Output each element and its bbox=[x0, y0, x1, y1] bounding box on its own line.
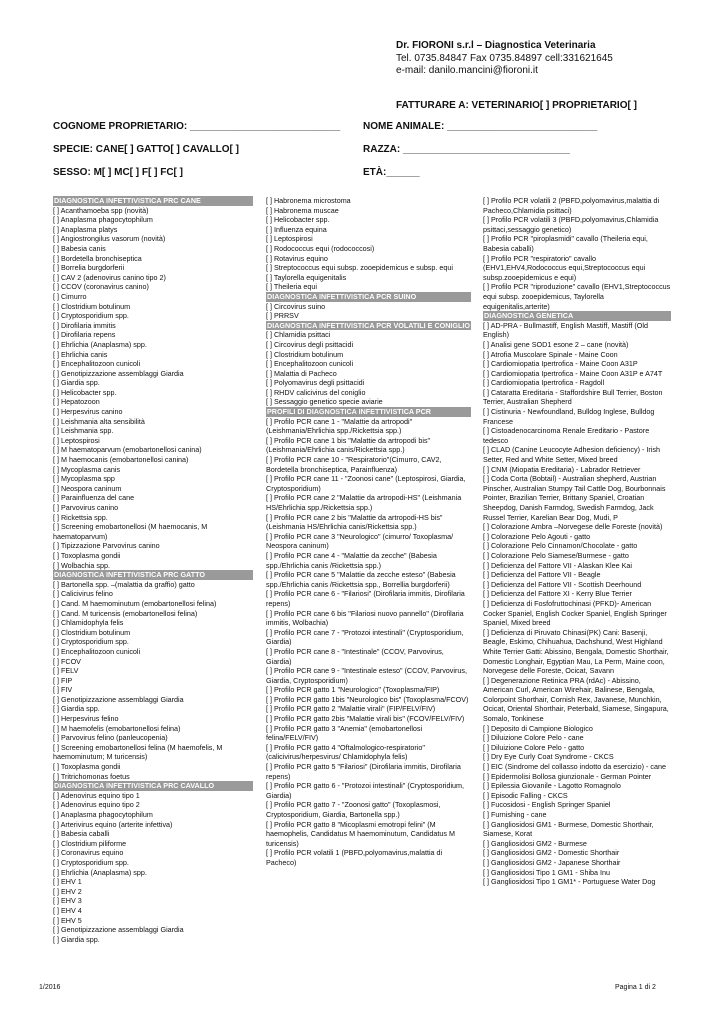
test-checkbox-item: [ ] Profilo PCR gatto 2bis "Malattie virali bis" (FCOV/FELV/FIV) bbox=[266, 714, 465, 724]
test-checkbox-item: [ ] Herpesvirus felino bbox=[53, 714, 119, 724]
test-checkbox-item: [ ] FELV bbox=[53, 666, 79, 676]
test-checkbox-item: [ ] Epilessia Giovanile - Lagotto Romagnolo bbox=[483, 781, 621, 791]
test-checkbox-item: [ ] Chlamidia psittaci bbox=[266, 330, 331, 340]
test-checkbox-item: [ ] Dirofilaria repens bbox=[53, 330, 116, 340]
test-checkbox-item: [ ] Epidermolisi Bollosa giunzionale - German Pointer bbox=[483, 771, 652, 781]
test-checkbox-item: [ ] Habronema microstoma bbox=[266, 196, 351, 205]
test-checkbox-item: [ ] Screening emobartonellosi felina (M haemofelis, M haemominutum; M turicensis) bbox=[53, 742, 223, 762]
test-checkbox-item: [ ] Colorazione Ambra –Norvegese delle Foreste (novità) bbox=[483, 522, 663, 532]
test-checkbox-item: [ ] Profilo PCR gatto 3 "Anemia" (emobartonellosi felina/FELV/FIV) bbox=[266, 723, 423, 743]
test-checkbox-item: [ ] Wolbachia spp. bbox=[53, 560, 110, 570]
test-checkbox-item: [ ] Genotipizzazione assemblaggi Giardia bbox=[53, 925, 184, 935]
test-checkbox-item: [ ] Gangliosidosi Tipo 1 GM1* - Portuguese Water Dog bbox=[483, 877, 656, 887]
test-checkbox-item: [ ] Deficienza del Fattore VII - Scottish Deerhound bbox=[483, 579, 642, 589]
test-checkbox-item: [ ] Bartonella spp. –(malattia da graffio) gatto bbox=[53, 579, 195, 589]
test-checkbox-item: [ ] Influenza equina bbox=[266, 224, 327, 234]
test-checkbox-item: [ ] Mycoplasma spp bbox=[53, 474, 115, 484]
test-checkbox-item: [ ] Gangliosidosi Tipo 1 GM1 - Shiba Inu bbox=[483, 867, 611, 877]
test-checkbox-item: [ ] Profilo PCR gatto 1 "Neurologico" (Toxoplasma/FIP) bbox=[266, 685, 440, 695]
test-checkbox-item: [ ] Giardia spp. bbox=[53, 704, 100, 714]
test-checkbox-item: [ ] PRRSV bbox=[266, 311, 299, 321]
test-checkbox-item: [ ] Profilo PCR cane 2 bis "Malattie da artropodi-HS bis" (Leishmania HS/Ehrlichia canis/Rickettsia spp.) bbox=[266, 512, 443, 532]
test-checkbox-item: [ ] Profilo PCR cane 7 - "Protozoi intestinali" (Cryptosporidium, Giardia) bbox=[266, 627, 464, 647]
test-checkbox-item: [ ] Coronavirus equino bbox=[53, 848, 124, 858]
test-checkbox-item: [ ] Genotipizzazione assemblaggi Giardia bbox=[53, 368, 184, 378]
test-checkbox-item: [ ] Ehrlichia (Anaplasma) spp. bbox=[53, 867, 147, 877]
test-checkbox-item: [ ] Cardiomiopatia Ipertrofica - Maine Coon A31P bbox=[483, 359, 638, 369]
test-checkbox-item: [ ] Episodic Falling - CKCS bbox=[483, 790, 568, 800]
section-heading: DIAGNOSTICA INFETTIVISTICA PCR SUINO bbox=[266, 292, 471, 302]
test-checkbox-item: [ ] FCOV bbox=[53, 656, 81, 666]
species-field: SPECIE: CANE[ ] GATTO[ ] CAVALLO[ ] bbox=[53, 144, 239, 155]
test-checkbox-item: [ ] Arterivirus equino (arterite infettiva) bbox=[53, 819, 173, 829]
test-checkbox-item: [ ] Diluizione Colore Pelo - gatto bbox=[483, 742, 585, 752]
test-checkbox-item: [ ] Profilo PCR cane 2 "Malattie da artropodi-HS" (Leishmania HS/Ehrlichia spp./Rickettsia spp.) bbox=[266, 493, 462, 512]
test-checkbox-item: [ ] Ehrlichia (Anaplasma) spp. bbox=[53, 339, 147, 349]
test-checkbox-item: [ ] M haemofelis (emobartonellosi felina) bbox=[53, 723, 181, 733]
test-checkbox-item: [ ] Chlamidophyla felis bbox=[53, 618, 124, 628]
test-column-2 bbox=[266, 196, 471, 868]
owner-surname-field: COGNOME PROPRIETARIO: ___________________________ bbox=[53, 121, 341, 132]
test-checkbox-item: [ ] Profilo PCR gatto 8 "Micoplasmi emotropi felini" (M haemophelis, Candidatus M haemominutum, Candidatus M turicensis) bbox=[266, 819, 455, 848]
test-checkbox-item: [ ] Toxoplasma gondii bbox=[53, 550, 121, 560]
test-checkbox-item: [ ] Circovirus degli psittacidi bbox=[266, 339, 354, 349]
test-checkbox-item: [ ] Profilo PCR gatto 2 "Malattie virali" (FIP/FELV/FIV) bbox=[266, 704, 436, 714]
test-checkbox-item: [ ] Giardia spp. bbox=[53, 378, 100, 388]
animal-name-field: NOME ANIMALE: ___________________________ bbox=[363, 121, 598, 132]
test-checkbox-item: [ ] Gangliosidosi GM2 - Japanese Shorthair bbox=[483, 857, 621, 867]
test-checkbox-item: [ ] Babesia caballi bbox=[53, 829, 110, 839]
test-checkbox-item: [ ] Toxoplasma gondii bbox=[53, 762, 121, 772]
invoice-to: FATTURARE A: VETERINARIO[ ] PROPRIETARIO[ ] bbox=[396, 100, 637, 111]
test-column-1 bbox=[53, 196, 253, 944]
test-checkbox-item: [ ] Colorazione Pelo Siamese/Burmese - gatto bbox=[483, 550, 629, 560]
test-checkbox-item: [ ] Calicivirus felino bbox=[53, 589, 113, 599]
test-checkbox-item: [ ] Profilo PCR gatto 7 - "Zoonosi gatto" (Toxoplasmosi, Cryptosporidium, Giardia, Bartonella spp.) bbox=[266, 800, 441, 819]
test-checkbox-item: [ ] Genotipizzazione assemblaggi Giardia bbox=[53, 694, 184, 704]
test-checkbox-item: [ ] Profilo PCR cane 5 "Malattie da zecche esteso" (Babesia spp./Ehrlichia canis /Rickettsia spp., Borrellia burgdorferii) bbox=[266, 570, 456, 589]
test-checkbox-item: [ ] EHV 4 bbox=[53, 905, 82, 915]
test-checkbox-item: [ ] Colorazione Pelo Cinnamon/Chocolate - gatto bbox=[483, 541, 638, 551]
test-checkbox-item: [ ] Parvovirus canino bbox=[53, 503, 119, 512]
company-email: e-mail: danilo.mancini@fioroni.it bbox=[396, 65, 538, 76]
test-checkbox-item: [ ] Adenovirus equino tipo 1 bbox=[53, 790, 140, 800]
test-checkbox-item: [ ] Borrelia burgdorferii bbox=[53, 263, 125, 273]
test-checkbox-item: [ ] Diluizione Colore Pelo - cane bbox=[483, 733, 584, 743]
test-checkbox-item: [ ] Babesia canis bbox=[53, 243, 106, 253]
test-checkbox-item: [ ] Cistoadenocarcinoma Renale Ereditario - Pastore tedesco bbox=[483, 426, 650, 445]
test-checkbox-item: [ ] EHV 1 bbox=[53, 877, 82, 887]
test-checkbox-item: [ ] EHV 5 bbox=[53, 915, 82, 925]
test-checkbox-item: [ ] Helicobacter spp. bbox=[266, 215, 330, 225]
test-checkbox-item: [ ] EIC (Sindrome del collasso indotto da esercizio) - cane bbox=[483, 762, 666, 772]
section-heading: DIAGNOSTICA INFETTIVISTICA PCR VOLATILI E CONIGLIO bbox=[267, 320, 470, 330]
test-checkbox-item: [ ] Furnishing - cane bbox=[483, 810, 547, 819]
test-checkbox-item: [ ] Encephalitozoon cunicoli bbox=[53, 359, 141, 369]
test-checkbox-item: [ ] FIV bbox=[53, 685, 73, 695]
test-checkbox-item: [ ] Tipizzazione Parvovirus canino bbox=[53, 541, 160, 551]
test-checkbox-item: [ ] Helicobacter spp. bbox=[53, 387, 117, 397]
test-checkbox-item: [ ] Encephalitozoon cunicoli bbox=[266, 359, 354, 369]
test-checkbox-item: [ ] AD-PRA - Bullmastiff, English Mastiff, Mastiff (Old English) bbox=[483, 320, 648, 340]
test-checkbox-item: [ ] EHV 2 bbox=[53, 886, 82, 896]
test-checkbox-item: [ ] M haematoparvum (emobartonellosi canina) bbox=[53, 445, 202, 455]
test-checkbox-item: [ ] Deficienza del Fattore VII - Beagle bbox=[483, 570, 601, 580]
test-checkbox-item: [ ] Profilo PCR cane 10 - "Respiratorio"(Cimurro, CAV2, Bordetella bronchiseptica, Parainfluenza) bbox=[266, 455, 442, 474]
test-checkbox-item: [ ] Analisi gene SOD1 esone 2 – cane (novità) bbox=[483, 339, 629, 349]
test-checkbox-item: [ ] Cistinuria - Newfoundland, Bulldog Inglese, Bulldog Francese bbox=[483, 407, 655, 426]
test-checkbox-item: [ ] Ehrlichia canis bbox=[53, 349, 108, 359]
test-checkbox-item: [ ] Profilo PCR volatili 3 (PBFD,polyomavirus,Chlamidia psittaci,sessaggio genetico) bbox=[483, 215, 659, 234]
test-checkbox-item: [ ] Circovirus suino bbox=[266, 301, 326, 311]
section-heading: DIAGNOSTICA INFETTIVISTICA PRC CAVALLO bbox=[53, 781, 253, 791]
test-checkbox-item: [ ] Theileria equi bbox=[266, 282, 318, 292]
test-checkbox-item: [ ] Tritrichomonas foetus bbox=[53, 771, 130, 781]
test-checkbox-item: [ ] Taylorella equigenitalis bbox=[266, 272, 347, 282]
test-checkbox-item: [ ] Hepatozoon bbox=[53, 397, 100, 407]
test-checkbox-item: [ ] Cardiomiopatia Ipertrofica - Ragdoll bbox=[483, 378, 605, 388]
test-checkbox-item: [ ] Profilo PCR cane 6 bis "Filariosi nuovo pannello" (Dirofilaria immitis, Wolbachia) bbox=[266, 608, 464, 628]
test-checkbox-item: [ ] Profilo PCR "piroplasmidi" cavallo (Theileria equi, Babesia caballi) bbox=[483, 234, 648, 253]
test-checkbox-item: [ ] Profilo PCR cane 11 - "Zoonosi cane" (Leptospirosi, Giardia, Cryptosporidium) bbox=[266, 474, 466, 493]
footer-page-number: Pagina 1 di 2 bbox=[615, 984, 656, 991]
test-checkbox-item: [ ] Clostridium botulinum bbox=[53, 301, 131, 311]
test-checkbox-item: [ ] Profilo PCR cane 1 bis "Malattie da artropodi bis" (Leishmania/Ehrlichia canis/Rickettsia spp.) bbox=[266, 435, 431, 455]
test-checkbox-item: [ ] EHV 3 bbox=[53, 896, 82, 906]
test-checkbox-item: [ ] Gangliosidosi GM2 - Domestic Shorthair bbox=[483, 848, 620, 858]
test-checkbox-item: [ ] FIP bbox=[53, 675, 73, 685]
test-column-3 bbox=[483, 196, 671, 887]
test-checkbox-item: [ ] Leishmania alta sensibilità bbox=[53, 416, 145, 426]
age-field: ETÀ:______ bbox=[363, 167, 420, 178]
test-checkbox-item: [ ] Parvovirus felino (panleucopenia) bbox=[53, 733, 168, 743]
test-checkbox-item: [ ] Habronema muscae bbox=[266, 205, 339, 215]
test-checkbox-item: [ ] Deficienza del Fattore XI - Kerry Blue Terrier bbox=[483, 589, 632, 599]
test-checkbox-item: [ ] Profilo PCR volatili 2 (PBFD,polyomavirus,malattia di Pacheco,Chlamidia psittaci) bbox=[483, 196, 660, 215]
test-checkbox-item: [ ] Profilo PCR cane 9 - "Intestinale esteso" (CCOV, Parvovirus, Giardia, Cryptosporidium) bbox=[266, 666, 467, 685]
test-checkbox-item: [ ] Polyomavirus degli psittacidi bbox=[266, 378, 365, 388]
section-heading: DIAGNOSTICA INFETTIVISTICA PRC GATTO bbox=[53, 570, 253, 580]
test-checkbox-item: [ ] CAV 2 (adenovirus canino tipo 2) bbox=[53, 272, 166, 282]
test-checkbox-item: [ ] Profilo PCR cane 8 - "Intestinale" (CCOV, Parvovirus, Giardia) bbox=[266, 646, 444, 666]
test-checkbox-item: [ ] Angiostrongilus vasorum (novità) bbox=[53, 234, 166, 244]
test-checkbox-item: [ ] Sessaggio genetico specie aviarie bbox=[266, 397, 383, 407]
test-checkbox-item: [ ] Dry Eye Curly Coat Syndrome - CKCS bbox=[483, 752, 614, 762]
test-checkbox-item: [ ] Cryptosporidium spp. bbox=[53, 637, 129, 647]
section-heading: DIAGNOSTICA GENETICA bbox=[483, 311, 671, 321]
test-checkbox-item: [ ] Clostridium piliforme bbox=[53, 838, 127, 848]
test-checkbox-item: [ ] Anaplasma platys bbox=[53, 224, 118, 234]
test-checkbox-item: [ ] Screening emobartonellosi (M haemocanis, M haematoparvum) bbox=[53, 522, 208, 541]
test-checkbox-item: [ ] Anaplasma phagocytophilum bbox=[53, 215, 153, 225]
test-checkbox-item: [ ] Leishmania spp. bbox=[53, 426, 114, 436]
sex-field: SESSO: M[ ] MC[ ] F[ ] FC[ ] bbox=[53, 167, 183, 178]
test-checkbox-item: [ ] Atrofia Muscolare Spinale - Maine Coon bbox=[483, 349, 618, 359]
test-checkbox-item: [ ] Coda Corta (Bobtail) - Australian shepherd, Austrian Pinscher, Australian Stumpy Tail Cattle Dog, Bourbonnais Pointer, Brazilian Terrier, Brittany Spaniel, Croatian Sheepdog, Danish Farmdog, Swedish Farmdog, Jack Russel Terrier, Karelian Bear Dog, Mudi, P bbox=[483, 474, 666, 522]
test-checkbox-item: [ ] Herpesvirus canino bbox=[53, 407, 123, 417]
test-checkbox-item: [ ] M haemocanis (emobartonellosi canina) bbox=[53, 455, 189, 465]
test-checkbox-item: [ ] Deficienza di Piruvato Chinasi(PK) Cani: Basenji, Beagle, Eskimo, Chihuahua, Dachshund, West Highland White Terrier Gatti: Abissino, Bengala, Domestic Shorthair, Domestic Longhair, Egyptian Mau, La Perm, Maine coon, Norvegese delle Foreste, Ocicat, Savann bbox=[483, 627, 669, 676]
company-phone: Tel. 0735.84847 Fax 0735.84897 cell:331621645 bbox=[396, 52, 613, 64]
test-checkbox-item: [ ] Degenerazione Retinica PRA (rdAc) - Abissino, American Curl, American Wirehair, Balinese, Bengala, Colorpoint Shorthair, Cornish Rex, Javanese, Munchkin, Ocicat, Oriental Shorthair, Peterbald, Siamese, Singapura, Somalo, Tonkinese bbox=[483, 675, 669, 724]
test-checkbox-item: [ ] Fucosidosi - English Springer Spaniel bbox=[483, 800, 611, 810]
test-checkbox-item: [ ] Profilo PCR cane 1 - "Malattie da artropodi" (Leishmania/Ehrlichia spp./Rickettsia spp.) bbox=[266, 416, 413, 436]
test-checkbox-item: [ ] RHDV calicivirus del coniglio bbox=[266, 387, 366, 397]
company-name: Dr. FIORONI s.r.l – Diagnostica Veterinaria bbox=[396, 40, 596, 51]
test-checkbox-item: [ ] Deficienza del Fattore VII - Alaskan Klee Kai bbox=[483, 560, 633, 570]
test-checkbox-item: [ ] Rotavirus equino bbox=[266, 253, 328, 263]
test-checkbox-item: [ ] Anaplasma phagocytophilum bbox=[53, 810, 153, 819]
test-checkbox-item: [ ] Profilo PCR gatto 1bis "Neurologico bis" (Toxoplasma/FCOV) bbox=[266, 694, 469, 704]
test-checkbox-item: [ ] Dirofilaria immitis bbox=[53, 320, 116, 330]
test-checkbox-item: [ ] Profilo PCR cane 4 - "Malattie da zecche" (Babesia spp./Ehrlichia canis /Rickettsia spp.) bbox=[266, 550, 437, 570]
test-checkbox-item: [ ] Rodococcus equi (rodococcosi) bbox=[266, 243, 375, 253]
breed-field: RAZZA: ______________________________ bbox=[363, 144, 570, 155]
test-checkbox-item: [ ] Adenovirus equino tipo 2 bbox=[53, 800, 140, 810]
test-checkbox-item: [ ] Cand. M turicensis (emobartonellosi felina) bbox=[53, 608, 198, 618]
test-checkbox-item: [ ] Profilo PCR gatto 6 - "Protozoi intestinali" (Cryptosporidium, Giardia) bbox=[266, 781, 465, 800]
test-checkbox-item: [ ] CCOV (coronavirus canino) bbox=[53, 282, 149, 292]
test-checkbox-item: [ ] Leptospirosi bbox=[266, 234, 313, 244]
test-checkbox-item: [ ] Profilo PCR volatili 1 (PBFD,polyomavirus,malattia di Pacheco) bbox=[266, 848, 443, 867]
test-checkbox-item: [ ] Encephalitozoon cunicoli bbox=[53, 646, 141, 656]
test-checkbox-item: [ ] Colorazione Pelo Agouti - gatto bbox=[483, 531, 591, 541]
test-checkbox-item: [ ] Gangliosidosi GM1 - Burmese, Domestic Shorthair, Siamese, Korat bbox=[483, 819, 654, 839]
test-checkbox-item: [ ] Profilo PCR cane 6 - "Filariosi" (Dirofilaria immitis, Dirofilaria repens) bbox=[266, 589, 465, 608]
test-checkbox-item: [ ] Cryptosporidium spp. bbox=[53, 857, 129, 867]
test-checkbox-item: [ ] Leptospirosi bbox=[53, 435, 100, 445]
test-checkbox-item: [ ] Parainfluenza del cane bbox=[53, 493, 135, 503]
company-block bbox=[396, 40, 613, 78]
test-checkbox-item: [ ] Cataratta Ereditaria - Staffordshire Bull Terrier, Boston Terrier, Australian Shepherd bbox=[483, 387, 663, 407]
test-checkbox-item: [ ] Gangliosidosi GM2 - Burmese bbox=[483, 838, 587, 848]
test-checkbox-item: [ ] Clostridium botulinum bbox=[266, 349, 344, 359]
test-checkbox-item: [ ] Giardia spp. bbox=[53, 934, 100, 944]
test-checkbox-item: [ ] Mycoplasma canis bbox=[53, 464, 121, 474]
test-checkbox-item: [ ] Acanthamoeba spp (novità) bbox=[53, 205, 149, 215]
test-checkbox-item: [ ] Profilo PCR "riproduzione" cavallo (EHV1,Streptococcus equi subsp. zooepidemicus, Taylorella equigenitalis,arterite) bbox=[483, 282, 671, 311]
test-checkbox-item: [ ] Deficienza di Fosfofruttochinasi (PFKD)- American Cocker Spaniel, English Cocker Spaniel, English Springer Spaniel, Mixed breed bbox=[483, 598, 667, 628]
test-checkbox-item: [ ] Rickettsia spp. bbox=[53, 512, 108, 522]
test-checkbox-item: [ ] Cryptosporidium spp. bbox=[53, 311, 129, 321]
test-checkbox-item: [ ] Profilo PCR cane 3 "Neurologico" (cimurro/ Toxoplasma/ Neospora caninum) bbox=[266, 531, 454, 551]
test-checkbox-item: [ ] Clostridium botulinum bbox=[53, 627, 131, 637]
test-checkbox-item: [ ] Profilo PCR "respiratorio" cavallo (EHV1,EHV4,Rodococcus equi,Streptococcus equi subsp.zooepidemicus e equi) bbox=[483, 253, 646, 282]
footer-version: 1/2016 bbox=[39, 984, 61, 991]
test-checkbox-item: [ ] Neospora caninum bbox=[53, 483, 122, 493]
test-checkbox-item: [ ] Streptococcus equi subsp. zooepidemicus e subsp. equi bbox=[266, 263, 453, 273]
test-checkbox-item: [ ] Malattia di Pacheco bbox=[266, 368, 337, 378]
section-heading: PROFILI DI DIAGNOSTICA INFETTIVISTICA PCR bbox=[266, 407, 471, 417]
test-checkbox-item: [ ] Cand. M haemominutum (emobartonellosi felina) bbox=[53, 598, 217, 608]
test-checkbox-item: [ ] CLAD (Canine Leucocyte Adhesion deficiency) - Irish Setter, Red and White Setter, Mixed breed bbox=[483, 445, 660, 465]
test-checkbox-item: [ ] Bordetella bronchiseptica bbox=[53, 253, 142, 263]
test-checkbox-item: [ ] Profilo PCR gatto 5 "Filariosi" (Dirofilaria immitis, Dirofilaria repens) bbox=[266, 762, 461, 781]
test-checkbox-item: [ ] Cardiomiopatia Ipertrofica - Maine Coon A31P e A74T bbox=[483, 368, 663, 378]
section-heading: DIAGNOSTICA INFETTIVISTICA PRC CANE bbox=[53, 196, 253, 206]
test-checkbox-item: [ ] Deposito di Campione Biologico bbox=[483, 723, 593, 733]
test-checkbox-item: [ ] CNM (Miopatia Ereditaria) - Labrador Retriever bbox=[483, 464, 641, 474]
test-checkbox-item: [ ] Profilo PCR gatto 4 "Oftalmologico-respiratorio" (calicivirus/herpesvirus/ Chlamidophyla felis) bbox=[266, 742, 425, 762]
test-checkbox-item: [ ] Cimurro bbox=[53, 291, 87, 301]
